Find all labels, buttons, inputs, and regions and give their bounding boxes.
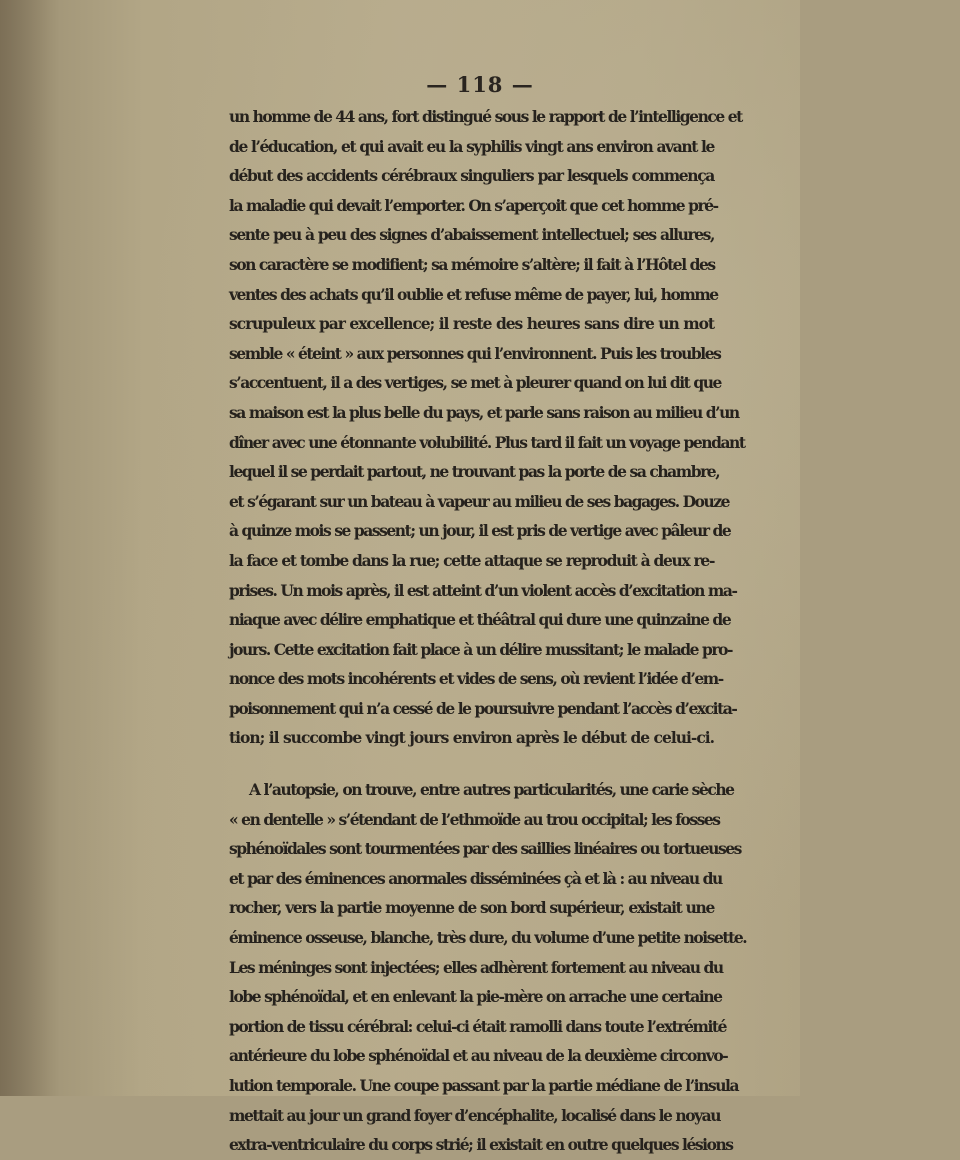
text-line: sente peu à peu des signes d’abaissement intellectuel; ses allures, bbox=[229, 225, 714, 245]
text-line: éminence osseuse, blanche, très dure, du volume d’une petite noisette. bbox=[229, 928, 747, 948]
text-line: dîner avec une étonnante volubilité. Plus tard il fait un voyage pendant bbox=[229, 432, 745, 452]
paragraph-autopsy bbox=[229, 775, 747, 1160]
text-line: sphénoïdales sont tourmentées par des saillies linéaires ou tortueuses bbox=[229, 839, 741, 859]
text-line: lequel il se perdait partout, ne trouvant pas la porte de sa chambre, bbox=[229, 462, 720, 482]
text-line: et par des éminences anormales disséminées çà et là : au niveau du bbox=[229, 868, 722, 888]
text-line: s’accentuent, il a des vertiges, se met à pleurer quand on lui dit que bbox=[229, 373, 721, 393]
text-line: début des accidents cérébraux singuliers par lesquels commença bbox=[229, 166, 714, 186]
text-line: scrupuleux par excellence; il reste des heures sans dire un mot bbox=[229, 314, 714, 334]
text-line: « en dentelle » s’étendant de l’ethmoïde au trou occipital; les fosses bbox=[229, 809, 720, 829]
text-line: la face et tombe dans la rue; cette attaque se reproduit à deux re- bbox=[229, 550, 715, 570]
text-line: antérieure du lobe sphénoïdal et au niveau de la deuxième circonvo- bbox=[229, 1046, 728, 1066]
paragraph-case-history bbox=[229, 102, 745, 753]
text-line: sa maison est la plus belle du pays, et parle sans raison au milieu d’un bbox=[229, 402, 739, 422]
text-line: un homme de 44 ans, fort distingué sous le rapport de l’intelligence et bbox=[229, 107, 742, 126]
text-line: extra-ventriculaire du corps strié; il existait en outre quelques lésions bbox=[229, 1135, 733, 1155]
text-line: lobe sphénoïdal, et en enlevant la pie-mère on arrache une certaine bbox=[229, 987, 722, 1007]
text-line: la maladie qui devait l’emporter. On s’aperçoit que cet homme pré- bbox=[229, 195, 718, 215]
text-line: lution temporale. Une coupe passant par la partie médiane de l’insula bbox=[229, 1076, 739, 1095]
text-line: jours. Cette excitation fait place à un délire mussitant; le malade pro- bbox=[229, 639, 733, 659]
text-line: prises. Un mois après, il est atteint d’un violent accès d’excitation ma- bbox=[229, 580, 737, 600]
text-line: et s’égarant sur un bateau à vapeur au milieu de ses bagages. Douze bbox=[229, 491, 730, 511]
text-line: semble « éteint » aux personnes qui l’environnent. Puis les troubles bbox=[229, 343, 721, 363]
text-line: son caractère se modifient; sa mémoire s’altère; il fait à l’Hôtel des bbox=[229, 254, 715, 274]
page-number: — 118 — bbox=[426, 72, 534, 97]
text-line: à quinze mois se passent; un jour, il est pris de vertige avec pâleur de bbox=[229, 521, 731, 541]
body-text bbox=[229, 102, 747, 1160]
text-line: nonce des mots incohérents et vides de sens, où revient l’idée d’em- bbox=[229, 669, 723, 689]
text-line: Les méninges sont injectées; elles adhèrent fortement au niveau du bbox=[229, 957, 723, 977]
text-line: de l’éducation, et qui avait eu la syphilis vingt ans environ avant le bbox=[229, 136, 714, 156]
text-line: mettait au jour un grand foyer d’encéphalite, localisé dans le noyau bbox=[229, 1105, 721, 1125]
paragraph-gap bbox=[229, 753, 714, 775]
text-line: portion de tissu cérébral: celui-ci était ramolli dans toute l’extrémité bbox=[229, 1016, 726, 1036]
text-line: niaque avec délire emphatique et théâtral qui dure une quinzaine de bbox=[229, 610, 731, 630]
text-line: A l’autopsie, on trouve, entre autres particularités, une carie sèche bbox=[249, 780, 734, 800]
text-line: poisonnement qui n’a cessé de le poursuivre pendant l’accès d’excita- bbox=[229, 698, 737, 718]
text-line: tion; il succombe vingt jours environ après le début de celui-ci. bbox=[229, 728, 715, 748]
text-line: rocher, vers la partie moyenne de son bord supérieur, existait une bbox=[229, 898, 714, 918]
text-line: ventes des achats qu’il oublie et refuse même de payer, lui, homme bbox=[229, 284, 718, 304]
